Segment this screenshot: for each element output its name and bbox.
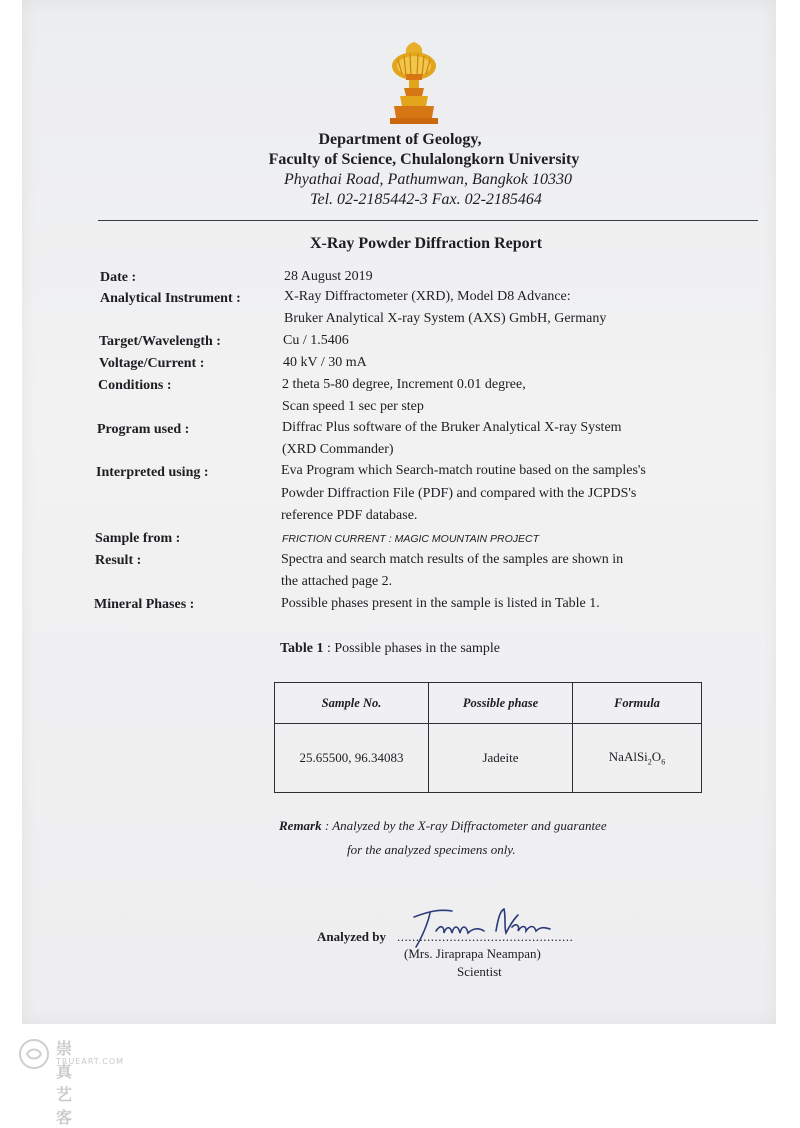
- header-divider: [98, 220, 758, 221]
- voltage-label: Voltage/Current :: [99, 356, 205, 371]
- analyst-name: (Mrs. Jiraprapa Neampan): [404, 946, 541, 961]
- interpreted-line3: reference PDF database.: [281, 508, 418, 523]
- header-sample-no: Sample No.: [275, 683, 429, 724]
- interpreted-line1: Eva Program which Search-match routine based on the samples's: [281, 463, 646, 478]
- cell-phase: Jadeite: [429, 724, 573, 793]
- result-line1: Spectra and search match results of the samples are shown in: [281, 552, 624, 567]
- address: Phyathai Road, Pathumwan, Bangkok 10330: [284, 171, 572, 188]
- faculty-name: Faculty of Science, Chulalongkorn University: [268, 151, 580, 168]
- report-title: X-Ray Powder Diffraction Report: [309, 235, 543, 252]
- formula-part-b: O: [651, 749, 662, 765]
- analyzed-by-label: Analyzed by: [317, 929, 386, 944]
- formula-sub-1: 2: [647, 757, 652, 767]
- watermark-logo-icon: [18, 1038, 50, 1070]
- university-emblem: [386, 40, 442, 126]
- mineral-label: Mineral Phases :: [94, 597, 195, 612]
- cell-sample-no: 25.65500, 96.34083: [275, 724, 429, 793]
- conditions-line2: Scan speed 1 sec per step: [282, 399, 424, 414]
- remark-text-1: : Analyzed by the X-ray Diffractometer and guarantee: [321, 818, 607, 833]
- remark-line1: [279, 818, 607, 834]
- table-row: [275, 724, 702, 793]
- date-label: Date :: [100, 270, 137, 285]
- conditions-line1: 2 theta 5-80 degree, Increment 0.01 degree,: [282, 377, 526, 392]
- emblem-crown: [392, 42, 436, 80]
- formula-sub-2: 6: [661, 757, 666, 767]
- signature-dots: ...............................................: [397, 929, 574, 944]
- result-line2: the attached page 2.: [281, 574, 393, 589]
- conditions-label: Conditions :: [98, 378, 172, 393]
- program-label: Program used :: [97, 422, 190, 437]
- remark-line2: for the analyzed specimens only.: [347, 842, 516, 857]
- header-possible-phase: Possible phase: [429, 683, 573, 724]
- target-value: Cu / 1.5406: [283, 333, 349, 348]
- date-value: 28 August 2019: [284, 269, 373, 284]
- analyst-title: Scientist: [457, 964, 502, 979]
- table-caption-text: : Possible phases in the sample: [323, 641, 500, 656]
- contact: Tel. 02-2185442-3 Fax. 02-2185464: [310, 191, 542, 208]
- remark-label: Remark: [279, 818, 322, 833]
- sample-label: Sample from :: [95, 531, 181, 546]
- interpreted-label: Interpreted using :: [96, 465, 209, 480]
- mineral-value: Possible phases present in the sample is listed in Table 1.: [281, 596, 600, 611]
- instrument-label: Analytical Instrument :: [100, 291, 241, 306]
- formula-part-a: NaAlSi: [608, 749, 648, 765]
- phases-table: [274, 682, 702, 793]
- target-label: Target/Wavelength :: [99, 334, 221, 349]
- cell-formula: [573, 724, 702, 793]
- interpreted-line2: Powder Diffraction File (PDF) and compared with the JCPDS's: [281, 486, 637, 501]
- emblem-pagoda: [390, 80, 438, 124]
- watermark-site-en: TRUEART.COM: [56, 1057, 125, 1066]
- table-caption-number: Table 1: [280, 641, 324, 656]
- table-header-row: [275, 683, 702, 724]
- department-name: Department of Geology,: [318, 131, 482, 148]
- program-line2: (XRD Commander): [282, 442, 394, 457]
- instrument-line2: Bruker Analytical X-ray System (AXS) GmbH, Germany: [284, 311, 607, 326]
- program-line1: Diffrac Plus software of the Bruker Analytical X-ray System: [282, 420, 622, 435]
- result-label: Result :: [95, 553, 142, 568]
- instrument-line1: X-Ray Diffractometer (XRD), Model D8 Advance:: [284, 289, 571, 304]
- header-formula: Formula: [573, 683, 702, 724]
- table-caption: [280, 641, 500, 657]
- sample-value: FRICTION CURRENT : MAGIC MOUNTAIN PROJECT: [282, 533, 540, 545]
- voltage-value: 40 kV / 30 mA: [283, 355, 367, 370]
- watermark-site-cn: 崇真艺客: [56, 1039, 73, 1127]
